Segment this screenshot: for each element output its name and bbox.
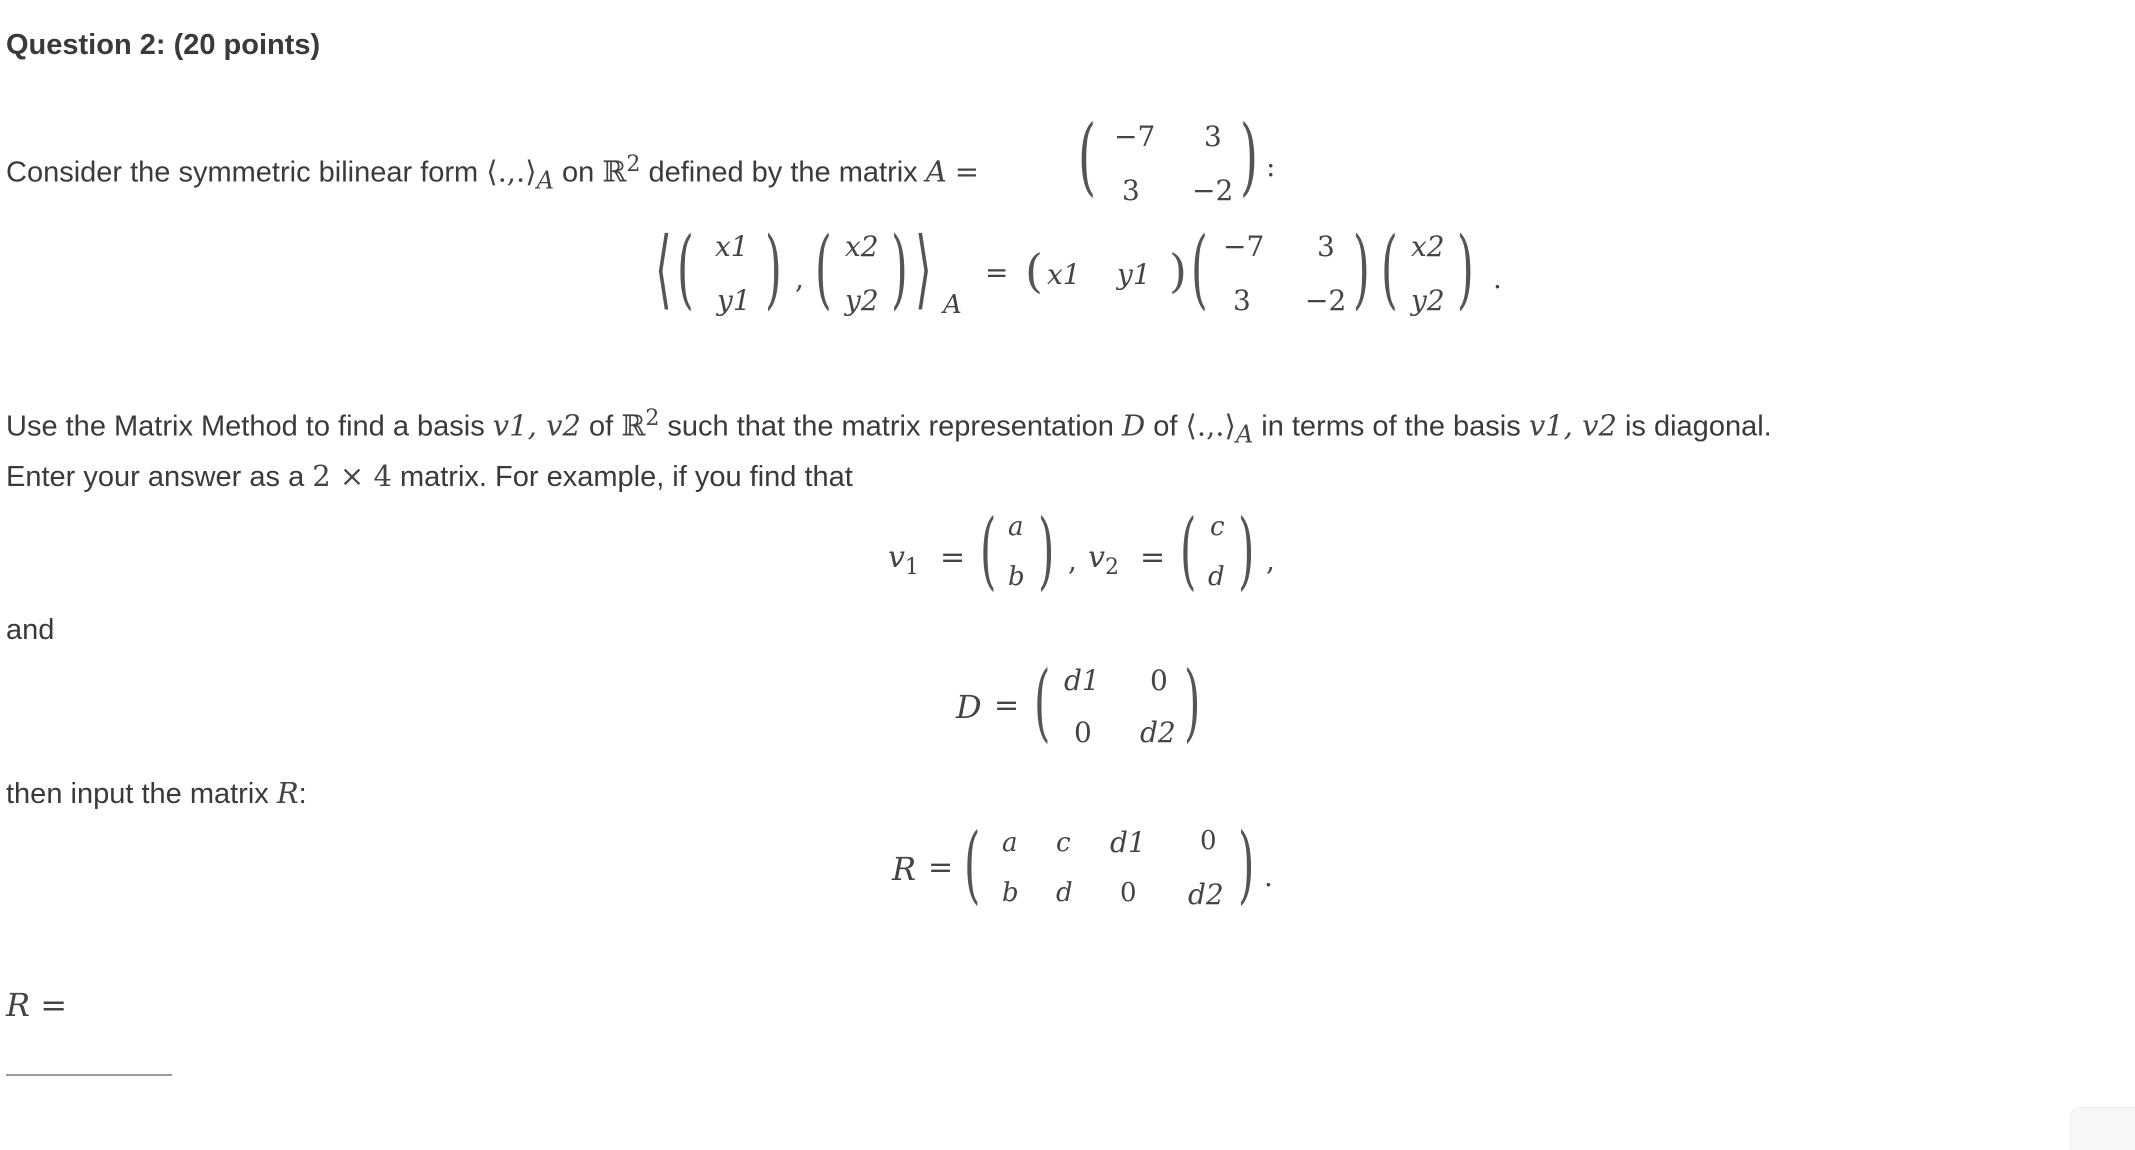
v2-d: d (1208, 562, 1225, 592)
eq-a12: 3 (1317, 230, 1335, 263)
r23: 0 (1120, 878, 1137, 908)
eq-a22: −2 (1305, 284, 1347, 317)
then-colon: : (298, 778, 307, 810)
col-right-paren: ) (1457, 219, 1474, 319)
v1-right-paren: ) (1038, 501, 1055, 599)
r21: b (1002, 878, 1019, 908)
col-left-paren: ( (1381, 219, 1398, 319)
r-label: R (892, 850, 917, 888)
r14: 0 (1200, 826, 1217, 856)
row-x1: x1 (1047, 258, 1081, 291)
d-equals: = (994, 688, 1020, 723)
answer-label: R = (6, 986, 68, 1024)
r-period: . (1264, 860, 1273, 893)
equals-sign: = (954, 154, 980, 189)
row-left-paren: ( (1025, 244, 1043, 298)
v1-b: b (1008, 562, 1025, 592)
a11: −7 (1114, 120, 1156, 153)
vec2-left-paren: ( (815, 219, 832, 319)
right-paren: ) (1240, 107, 1259, 205)
basis-v1v2: v1, v2 (492, 408, 581, 443)
d-right-paren: ) (1184, 653, 1201, 751)
r-right-paren: ) (1238, 815, 1255, 913)
r-equals: = (928, 850, 954, 885)
eq-a21: 3 (1233, 284, 1251, 317)
d11: d1 (1064, 664, 1100, 697)
question-title: Question 2: (20 points) (6, 29, 321, 61)
answer-input-line[interactable] (6, 1074, 172, 1076)
intro-text (6, 147, 979, 198)
matrix-d-name: D (1121, 408, 1146, 443)
colon: : (1266, 150, 1276, 183)
field-symbol-2: ℝ (621, 408, 646, 443)
d-label: D (956, 688, 982, 726)
corner-widget (2070, 1107, 2135, 1150)
instr-c: in terms of the basis (1261, 410, 1521, 443)
d22: d2 (1140, 716, 1176, 749)
vec1-y1: y1 (717, 284, 751, 317)
d12: 0 (1150, 664, 1168, 697)
row-y1: y1 (1117, 258, 1151, 291)
field-exponent: 2 (626, 152, 641, 177)
v1-label: $v_1$ (888, 540, 919, 580)
instr-b: such that the matrix representation (667, 410, 1114, 443)
then-label: then input the matrix (6, 778, 269, 810)
r-name: R (276, 776, 299, 810)
instr-of: of (588, 410, 614, 443)
instr-d: is diagonal. (1624, 410, 1772, 443)
vec2-x2: x2 (845, 230, 879, 263)
v2-right-paren: ) (1238, 501, 1255, 599)
intro-defined: defined by the matrix (648, 156, 918, 189)
col-y2: y2 (1411, 284, 1445, 317)
vec2-y2: y2 (845, 284, 879, 317)
vec1-left-paren: ( (677, 219, 694, 319)
a22: −2 (1192, 174, 1234, 207)
angle-left: ⟨ (655, 219, 672, 319)
eq-period: . (1493, 262, 1502, 295)
and-label: and (6, 614, 55, 646)
eq-a11: −7 (1223, 230, 1265, 263)
matrix-left-paren: ( (1191, 219, 1208, 319)
v1-left-paren: ( (980, 501, 997, 599)
then-input-text (6, 775, 307, 812)
instr-a: Use the Matrix Method to find a basis (6, 410, 485, 443)
dims: 2 × 4 (312, 459, 392, 493)
row-right-paren: ) (1169, 244, 1187, 298)
matrix-a (1078, 107, 1278, 214)
a21: 3 (1122, 174, 1140, 207)
example-matrix-r (892, 815, 1292, 920)
instr-of-2: of (1153, 410, 1178, 443)
example-matrix-d (956, 653, 1216, 758)
col-x2: x2 (1411, 230, 1445, 263)
vec2-right-paren: ) (891, 219, 908, 319)
vec1-right-paren: ) (765, 219, 782, 319)
matrix-name: A (925, 154, 947, 189)
form-symbol-2: ⟨.,.⟩ (1185, 408, 1236, 443)
a12: 3 (1204, 120, 1222, 153)
v2-equals: = (1140, 540, 1166, 575)
vec1-x1: x1 (715, 230, 749, 263)
field-exponent-2: 2 (645, 406, 660, 431)
r13: d1 (1110, 826, 1146, 859)
v-trailing-comma: , (1266, 544, 1275, 577)
comma: , (795, 262, 804, 295)
v2-label: $v_2$ (1088, 540, 1119, 580)
v2-left-paren: ( (1180, 501, 1197, 599)
form-subscript: A (536, 166, 554, 195)
form-symbol: ⟨.,.⟩ (486, 154, 537, 189)
eq-equals: = (985, 256, 1009, 289)
instr2-a: Enter your answer as a (6, 461, 305, 493)
instruction-line-1 (6, 401, 1772, 452)
r-left-paren: ( (964, 815, 981, 913)
v2-c: c (1210, 512, 1225, 542)
v1-a: a (1008, 512, 1024, 542)
r12: c (1056, 828, 1071, 858)
form-subscript-2: A (1235, 420, 1254, 449)
r11: a (1002, 828, 1018, 858)
instr2-b: matrix. For example, if you find that (399, 461, 853, 493)
r22: d (1056, 878, 1073, 908)
v1-equals: = (940, 540, 966, 575)
bilinear-equation (655, 219, 1515, 332)
r24: d2 (1188, 878, 1224, 911)
left-paren: ( (1078, 107, 1097, 205)
instruction-line-2 (6, 458, 853, 495)
field-symbol: ℝ (602, 154, 627, 189)
angle-right: ⟩ (915, 219, 932, 319)
eq-subscript-a: A (943, 290, 962, 320)
intro-on: on (561, 156, 595, 189)
d-left-paren: ( (1034, 653, 1051, 751)
basis-v1v2-2: v1, v2 (1528, 408, 1617, 443)
example-vectors (888, 501, 1288, 604)
matrix-right-paren: ) (1353, 219, 1370, 319)
intro-before-form: Consider the symmetric bilinear form (6, 156, 479, 189)
d21: 0 (1074, 716, 1092, 749)
v-comma: , (1068, 544, 1077, 577)
